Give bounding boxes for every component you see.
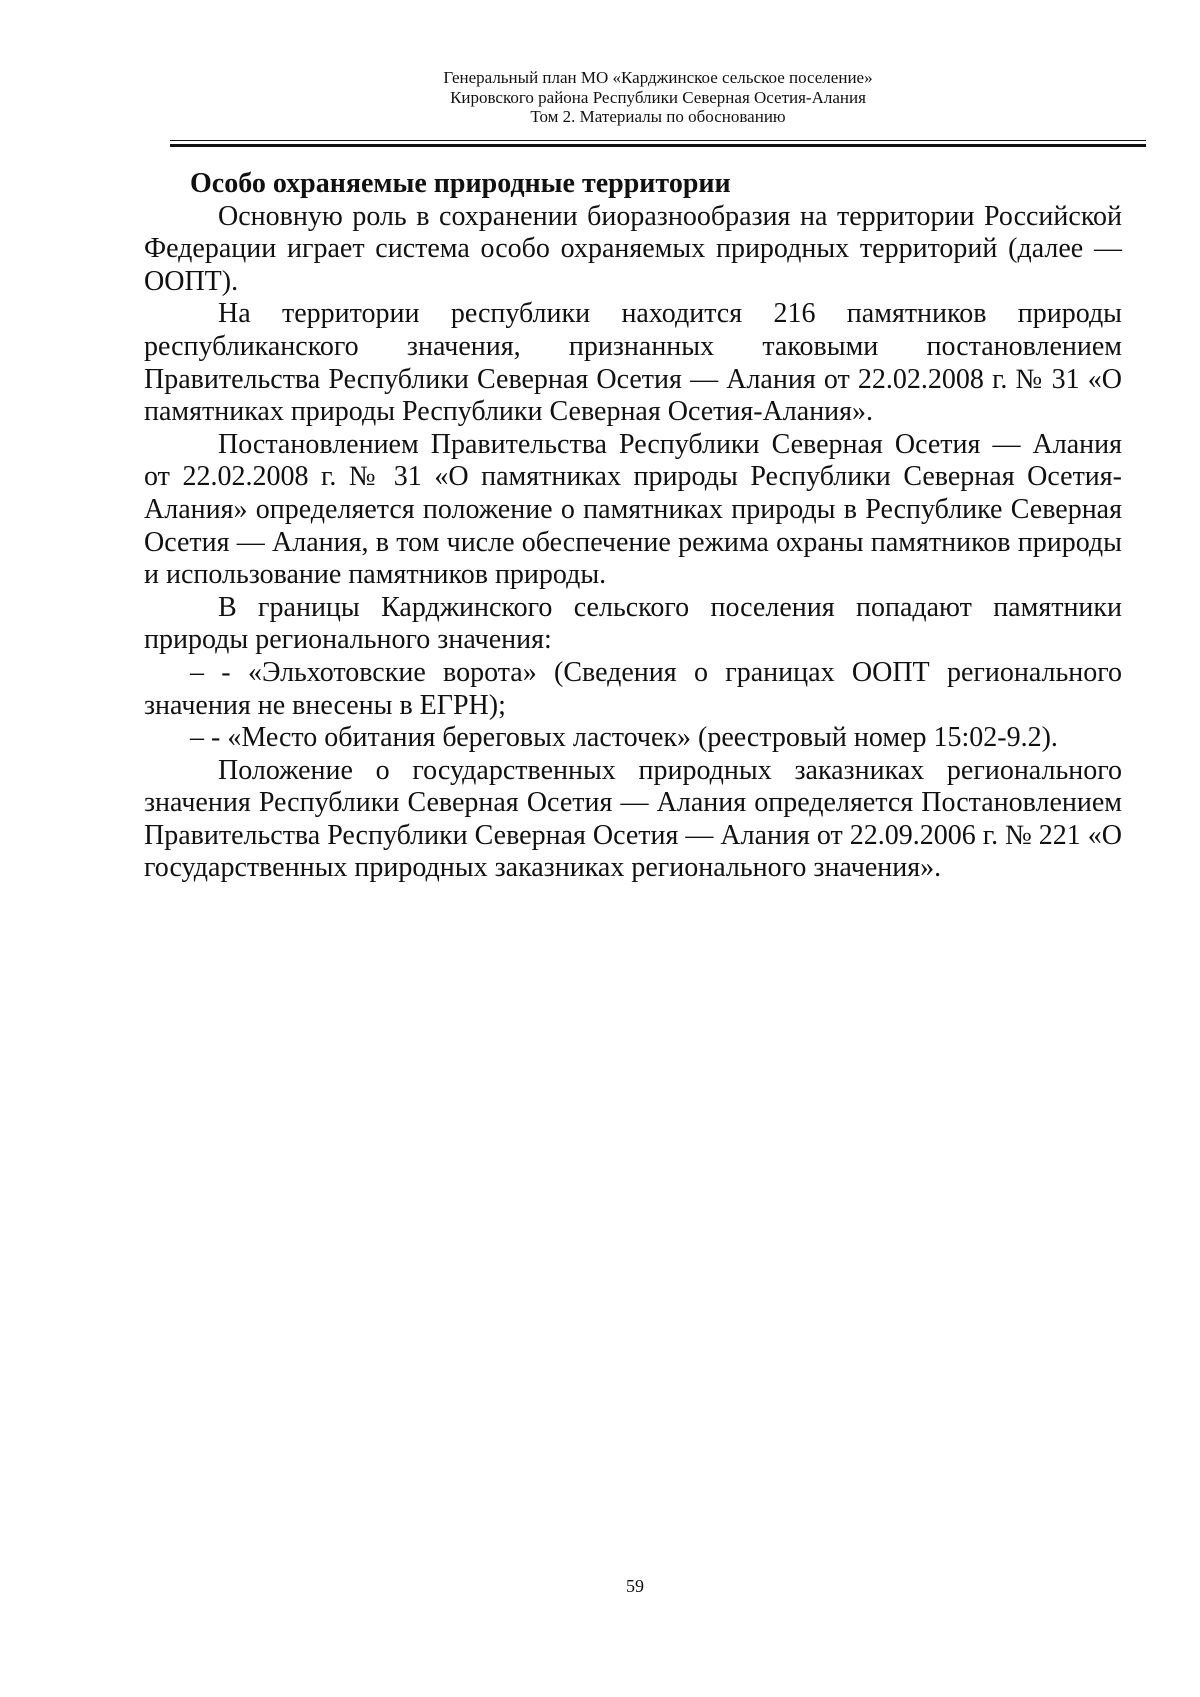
header-rule-thin [170, 140, 1146, 141]
closing-paragraph: Положение о государственных природных заказниках регионального значения Республики Северная Осетия — Алания определяется Постановлением Правительства Республики Северная Осетия — Алания от 22.09.2006 г. № 221 «О государственных природных заказниках регионального значения». [144, 754, 1123, 884]
page-header [170, 68, 1146, 127]
paragraph-4: В границы Карджинского сельского поселения попадают памятники природы регионального значения: [144, 591, 1122, 656]
list-item [144, 657, 1122, 722]
header-line-2: Кировского района Республики Северная Осетия-Алания [450, 87, 866, 107]
list-item-text: «Эльхотовские ворота» (Сведения о границах ООПТ регионального значения не внесены в ЕГРН); [144, 656, 1123, 721]
main-content [144, 168, 1122, 885]
section-title: Особо охраняемые природные территории [190, 168, 731, 199]
header-line-3: Том 2. Материалы по обоснованию [530, 107, 786, 126]
list-marker: – - [190, 656, 231, 688]
header-line-1: Генеральный план МО «Карджинское сельское поселение» [443, 68, 873, 87]
paragraph-3: Постановлением Правительства Республики Северная Осетия — Алания от 22.02.2008 г. № 31 «О памятниках природы Республики Северная Осетия-Алания» определяется положение о памятниках природы в Республике Северная Осетия — Алания, в том числе обеспечение режима охраны памятников природы и использование памятников природы. [144, 428, 1122, 591]
paragraph-2: На территории республики находится 216 памятников природы республиканского значения, признанных таковыми постановлением Правительства Республики Северная Осетия — Алания от 22.02.2008 г. № 31 «О памятниках природы Республики Северная Осетия-Алания». [144, 298, 1122, 428]
list-item [144, 722, 1122, 755]
header-rule-thick [170, 144, 1146, 147]
list-marker: – - [190, 722, 221, 754]
paragraph-1: Основную роль в сохранении биоразнообразия на территории Российской Федерации играет система особо охраняемых природных территорий (далее — ООПТ). [144, 200, 1122, 297]
page-number: 59 [626, 1576, 644, 1596]
list-item-text: «Место обитания береговых ласточек» (реестровый номер 15:02-9.2). [227, 722, 1058, 754]
